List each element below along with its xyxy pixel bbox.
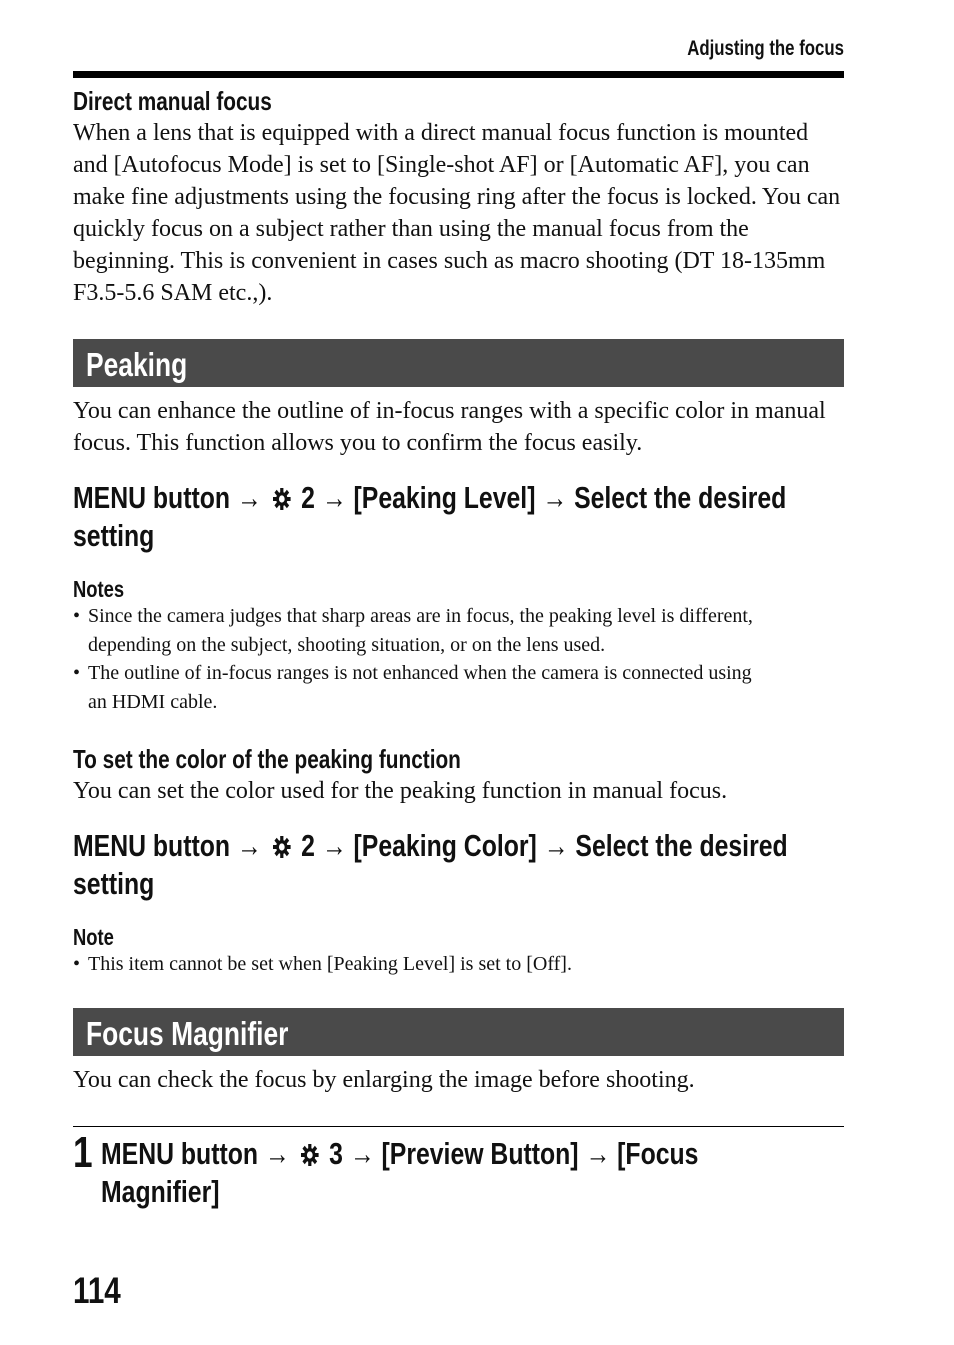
tab-number: 2 xyxy=(301,480,315,515)
procedure-line-1 xyxy=(73,828,788,866)
step-rule xyxy=(73,1126,844,1127)
focus-magnifier-step xyxy=(101,1136,698,1209)
arrow: → xyxy=(321,828,347,863)
arrow: → xyxy=(236,828,262,863)
peaking-color-procedure xyxy=(73,828,788,901)
gear-icon xyxy=(300,1139,319,1174)
running-header: Adjusting the focus xyxy=(687,37,844,60)
action-text: Select the desired xyxy=(574,480,787,515)
header-rule xyxy=(73,71,844,78)
menu-button-label: MENU button xyxy=(101,1136,259,1171)
note-title: Note xyxy=(73,924,114,950)
peaking-intro: You can enhance the outline of in-focus ranges with a specific color in manual focus. This function allows you to confirm the focus easily. xyxy=(73,398,826,456)
direct-manual-focus-heading: Direct manual focus xyxy=(73,86,272,116)
action-text: Select the desired xyxy=(575,828,788,863)
page-number: 114 xyxy=(73,1270,121,1311)
arrow: → xyxy=(585,1136,611,1171)
peaking-color-body: You can set the color used for the peaking function in manual focus. xyxy=(73,778,728,804)
note-item: • This item cannot be set when [Peaking Level] is set to [Off]. xyxy=(73,953,572,975)
step-line-2: Magnifier] xyxy=(101,1174,220,1209)
note-item: • The outline of in-focus ranges is not enhanced when the camera is connected using an HDMI cable. xyxy=(73,662,752,713)
menu-button-label: MENU button xyxy=(73,480,231,515)
focus-magnifier-intro: You can check the focus by enlarging the image before shooting. xyxy=(73,1067,695,1093)
step-number: 1 xyxy=(73,1128,93,1177)
step-line-1 xyxy=(101,1136,698,1174)
menu-item-peaking-level: [Peaking Level] xyxy=(353,480,536,515)
focus-magnifier-section-title: Focus Magnifier xyxy=(86,1015,289,1052)
procedure-line-1 xyxy=(73,480,786,518)
menu-button-label: MENU button xyxy=(73,828,231,863)
focus-magnifier-section-bar xyxy=(73,1008,844,1056)
arrow: → xyxy=(349,1136,375,1171)
menu-item-peaking-color: [Peaking Color] xyxy=(353,828,537,863)
peaking-color-heading: To set the color of the peaking function xyxy=(73,744,461,774)
arrow: → xyxy=(236,480,262,515)
arrow: → xyxy=(321,480,347,515)
menu-item-preview-button: [Preview Button] xyxy=(381,1136,579,1171)
peaking-level-procedure xyxy=(73,480,786,553)
direct-manual-focus-body: When a lens that is equipped with a direct manual focus function is mounted and [Autofocus Mode] is set to [Single-shot AF] or [Automatic AF], you can make fine adjustments using the focusing ring after the focus is locked. You can quickly focus on a subject rather than using the manual focus from the beginning. This is convenient in cases such as macro shooting (DT 18-135mm F3.5-5.6 SAM etc.,). xyxy=(73,120,841,306)
notes-title: Notes xyxy=(73,576,125,602)
target-text: [Focus xyxy=(617,1136,699,1171)
tab-number: 3 xyxy=(329,1136,343,1171)
gear-icon xyxy=(272,831,291,866)
arrow: → xyxy=(543,828,569,863)
arrow: → xyxy=(264,1136,290,1171)
procedure-line-2: setting xyxy=(73,518,155,553)
note-item: • Since the camera judges that sharp areas are in focus, the peaking level is different, depending on the subject, shooting situation, or on the lens used. xyxy=(73,605,753,656)
procedure-line-2: setting xyxy=(73,866,155,901)
gear-icon xyxy=(272,483,291,518)
peaking-section-title: Peaking xyxy=(86,346,188,383)
arrow: → xyxy=(542,480,568,515)
tab-number: 2 xyxy=(301,828,315,863)
peaking-section-bar xyxy=(73,339,844,387)
